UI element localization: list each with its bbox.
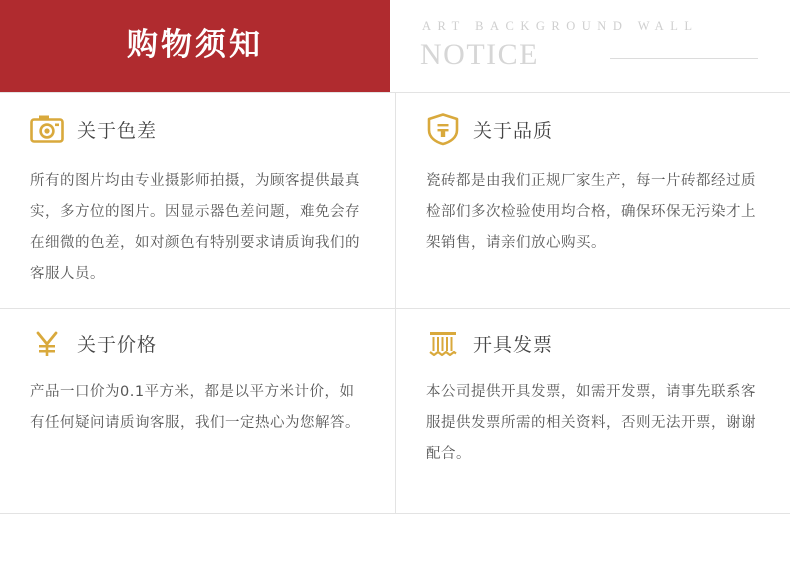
notice-item-body: 瓷砖都是由我们正规厂家生产，每一片砖都经过质检部们多次检验使用均合格，确保环保无污染才上架销售，请亲们放心购买。 <box>426 173 756 251</box>
notice-item-quality <box>396 92 790 308</box>
camera-icon <box>30 112 64 146</box>
grid-divider-bottom <box>0 513 790 514</box>
notice-item-header <box>396 92 790 166</box>
yen-price-icon <box>30 326 64 360</box>
page-title: 购物须知 <box>127 26 263 63</box>
notice-item-price <box>0 309 395 513</box>
notice-item-invoice <box>396 309 790 513</box>
notice-item-header <box>0 92 395 166</box>
notice-item-title: 开具发票 <box>473 333 554 356</box>
notice-item-title: 关于品质 <box>473 119 554 142</box>
shield-quality-icon <box>426 112 460 146</box>
header-title-en: NOTICE <box>420 38 539 71</box>
header-subtitle-en: ART BACKGROUND WALL <box>422 19 699 33</box>
notice-item-body: 产品一口价为0.1平方米，都是以平方米计价，如有任何疑问请质询客服，我们一定热心为您解答。 <box>30 384 360 431</box>
header-divider <box>610 58 758 59</box>
notice-item-title: 关于价格 <box>77 333 158 356</box>
notice-item-color <box>0 92 395 308</box>
notice-grid <box>0 92 790 561</box>
notice-item-header <box>0 309 395 377</box>
header-red-block <box>0 0 390 92</box>
notice-item-body: 本公司提供开具发票，如需开发票，请事先联系客服提供发票所需的相关资料，否则无法开票，谢谢配合。 <box>426 384 756 462</box>
page-header <box>0 0 790 92</box>
notice-item-header <box>396 309 790 377</box>
notice-item-title: 关于色差 <box>77 119 158 142</box>
header-right-block <box>390 0 790 92</box>
notice-item-body: 所有的图片均由专业摄影师拍摄，为顾客提供最真实，多方位的图片。因显示器色差问题，难免会存在细微的色差，如对颜色有特别要求请质询我们的客服人员。 <box>30 173 360 282</box>
invoice-icon <box>426 326 460 360</box>
